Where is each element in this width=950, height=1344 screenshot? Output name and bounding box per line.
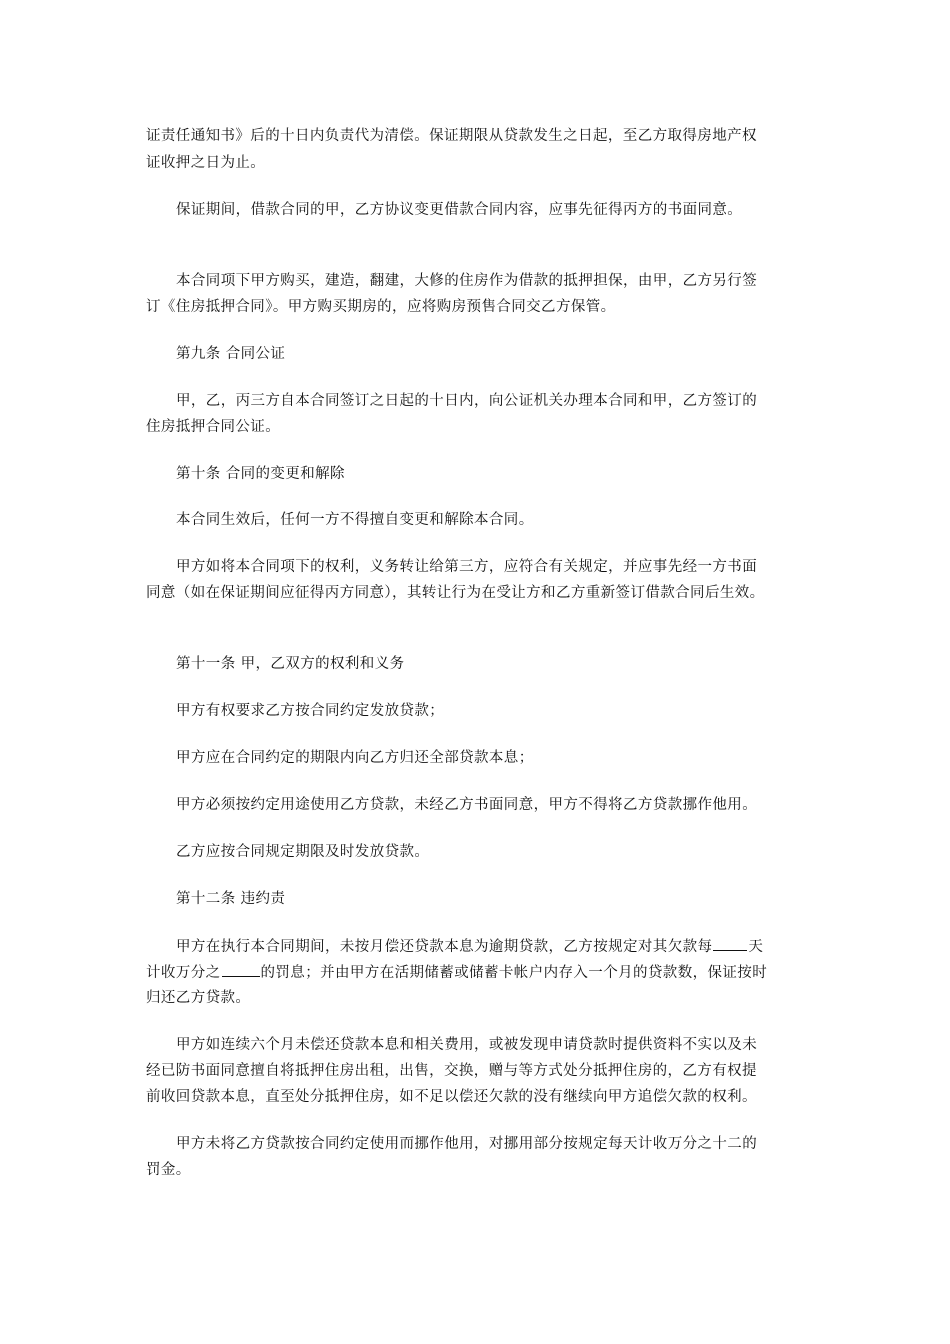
- text-line: 保证期间，借款合同的甲，乙方协议变更借款合同内容，应事先征得丙方的书面同意。: [176, 202, 743, 218]
- section-heading: 第九条 合同公证: [176, 346, 286, 362]
- text-line: 前收回贷款本息，直至处分抵押住房，如不足以偿还欠款的没有继续向甲方追偿欠款的权利。: [146, 1089, 757, 1105]
- text-segment: 甲方在执行本合同期间，未按月偿还贷款本息为逾期贷款，乙方按规定对其欠款每: [176, 939, 713, 955]
- text-line: 甲方如将本合同项下的权利，义务转让给第三方，应符合有关规定，并应事先经一方书面: [176, 559, 758, 575]
- text-line: 本合同项下甲方购买，建造，翻建，大修的住房作为借款的抵押担保，由甲，乙方另行签: [176, 273, 758, 289]
- text-line: 住房抵押合同公证。: [146, 419, 281, 435]
- section-heading: 第十二条 违约责: [176, 891, 286, 907]
- fill-in-blank: [713, 936, 747, 951]
- text-line: 甲方有权要求乙方按合同约定发放贷款；: [176, 703, 445, 719]
- text-line: 归还乙方贷款。: [146, 990, 251, 1006]
- text-line: 证收押之日为止。: [146, 155, 266, 171]
- text-line: 订《住房抵押合同》。甲方购买期房的，应将购房预售合同交乙方保管。: [146, 299, 616, 315]
- fill-in-blank: [222, 962, 260, 977]
- text-line: 证责任通知书》后的十日内负责代为清偿。保证期限从贷款发生之日起，至乙方取得房地产权: [146, 128, 757, 144]
- section-heading: 第十一条 甲，乙双方的权利和义务: [176, 656, 405, 672]
- text-line: 本合同生效后，任何一方不得擅自变更和解除本合同。: [176, 512, 534, 528]
- text-segment: 天: [748, 939, 764, 955]
- text-line: 罚金。: [146, 1162, 191, 1178]
- text-line: 甲方如连续六个月未偿还贷款本息和相关费用，或被发现申请贷款时提供资料不实以及未: [176, 1037, 758, 1053]
- text-line: 同意（如在保证期间应征得丙方同意），其转让行为在受让方和乙方重新签订借款合同后生效。: [146, 585, 765, 601]
- section-heading: 第十条 合同的变更和解除: [176, 466, 345, 482]
- text-line: 甲方未将乙方贷款按合同约定使用而挪作他用，对挪用部分按规定每天计收万分之十二的: [176, 1136, 758, 1152]
- text-line: [176, 936, 763, 957]
- text-line: 甲方必须按约定用途使用乙方贷款，未经乙方书面同意，甲方不得将乙方贷款挪作他用。: [176, 797, 758, 813]
- text-segment: 的罚息；并由甲方在活期储蓄或储蓄卡帐户内存入一个月的贷款数，保证按时: [260, 965, 768, 981]
- text-line: 甲，乙，丙三方自本合同签订之日起的十日内，向公证机关办理本合同和甲，乙方签订的: [176, 393, 758, 409]
- text-line: 甲方应在合同约定的期限内向乙方归还全部贷款本息；: [176, 750, 534, 766]
- text-segment: 计收万分之: [146, 965, 221, 981]
- text-line: 经已防书面同意擅自将抵押住房出租，出售，交换，赠与等方式处分抵押住房的，乙方有权提: [146, 1063, 757, 1079]
- text-line: [146, 962, 767, 983]
- text-line: 乙方应按合同规定期限及时发放贷款。: [176, 844, 430, 860]
